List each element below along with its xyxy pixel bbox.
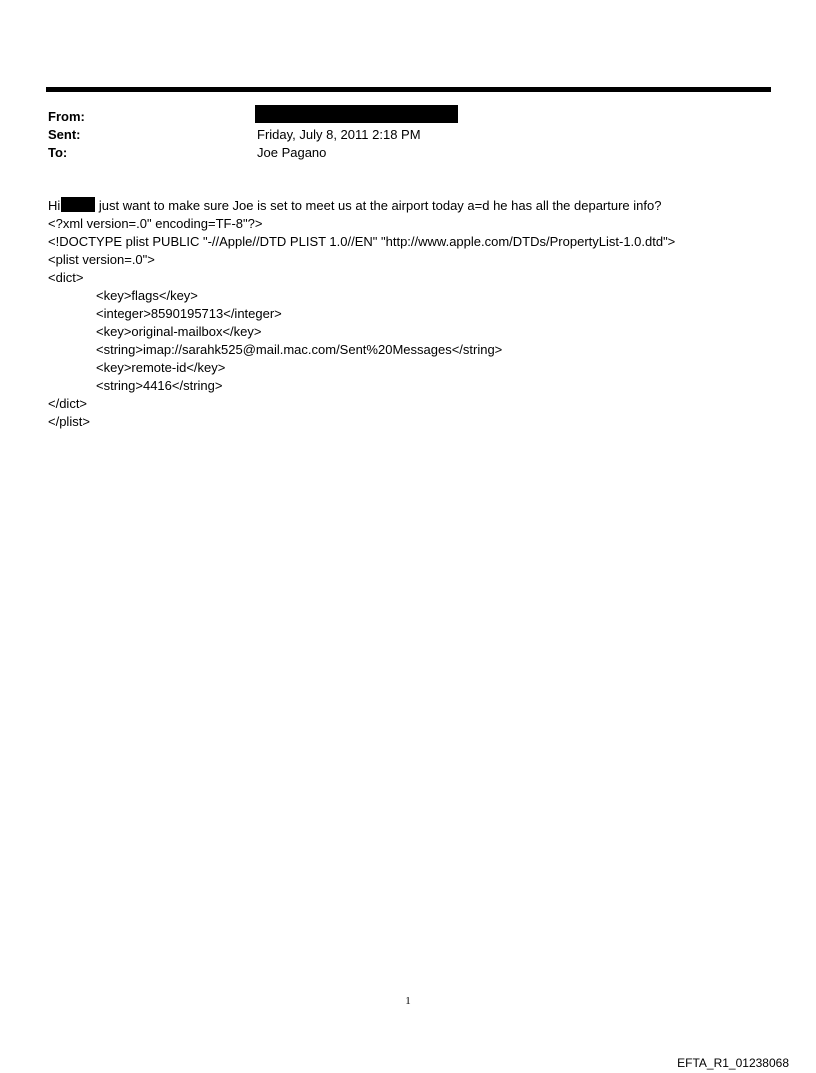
dict-line: <string>4416</string> — [96, 378, 223, 393]
sent-value: Friday, July 8, 2011 2:18 PM — [257, 127, 421, 142]
body-line: </dict> — [48, 396, 88, 411]
dict-line: <key>remote-id</key> — [96, 360, 226, 375]
email-header — [48, 108, 748, 162]
dict-line: <key>original-mailbox</key> — [96, 324, 262, 339]
body-line: <dict> — [48, 270, 84, 285]
sent-label: Sent: — [48, 127, 81, 142]
body-line — [48, 197, 788, 215]
dict-line: <integer>8590195713</integer> — [96, 306, 282, 321]
email-body — [48, 197, 788, 431]
greeting: Hi — [48, 198, 61, 213]
to-value: Joe Pagano — [257, 145, 327, 160]
dict-line: <string>imap://sarahk525@mail.mac.com/Sent%20Messages</string> — [96, 342, 503, 357]
body-line: <plist version=.0"> — [48, 252, 155, 267]
redaction-box — [61, 197, 95, 212]
bates-number: EFTA_R1_01238068 — [677, 1056, 789, 1070]
dict-line: <key>flags</key> — [96, 288, 198, 303]
body-line: <?xml version=.0" encoding=TF-8"?> — [48, 216, 263, 231]
body-line: <!DOCTYPE plist PUBLIC "-//Apple//DTD PLIST 1.0//EN" "http://www.apple.com/DTDs/PropertyList-1.0.dtd"> — [48, 234, 676, 249]
to-label: To: — [48, 145, 68, 160]
sent-row — [48, 126, 748, 144]
message-text: just want to make sure Joe is set to meet us at the airport today a=d he has all the departure info? — [95, 198, 662, 213]
from-label: From: — [48, 109, 85, 124]
redaction-box — [255, 105, 458, 123]
to-row — [48, 144, 748, 162]
page-number: 1 — [405, 995, 411, 1007]
header-divider — [46, 87, 771, 92]
from-row — [48, 108, 748, 126]
body-line: </plist> — [48, 414, 90, 429]
